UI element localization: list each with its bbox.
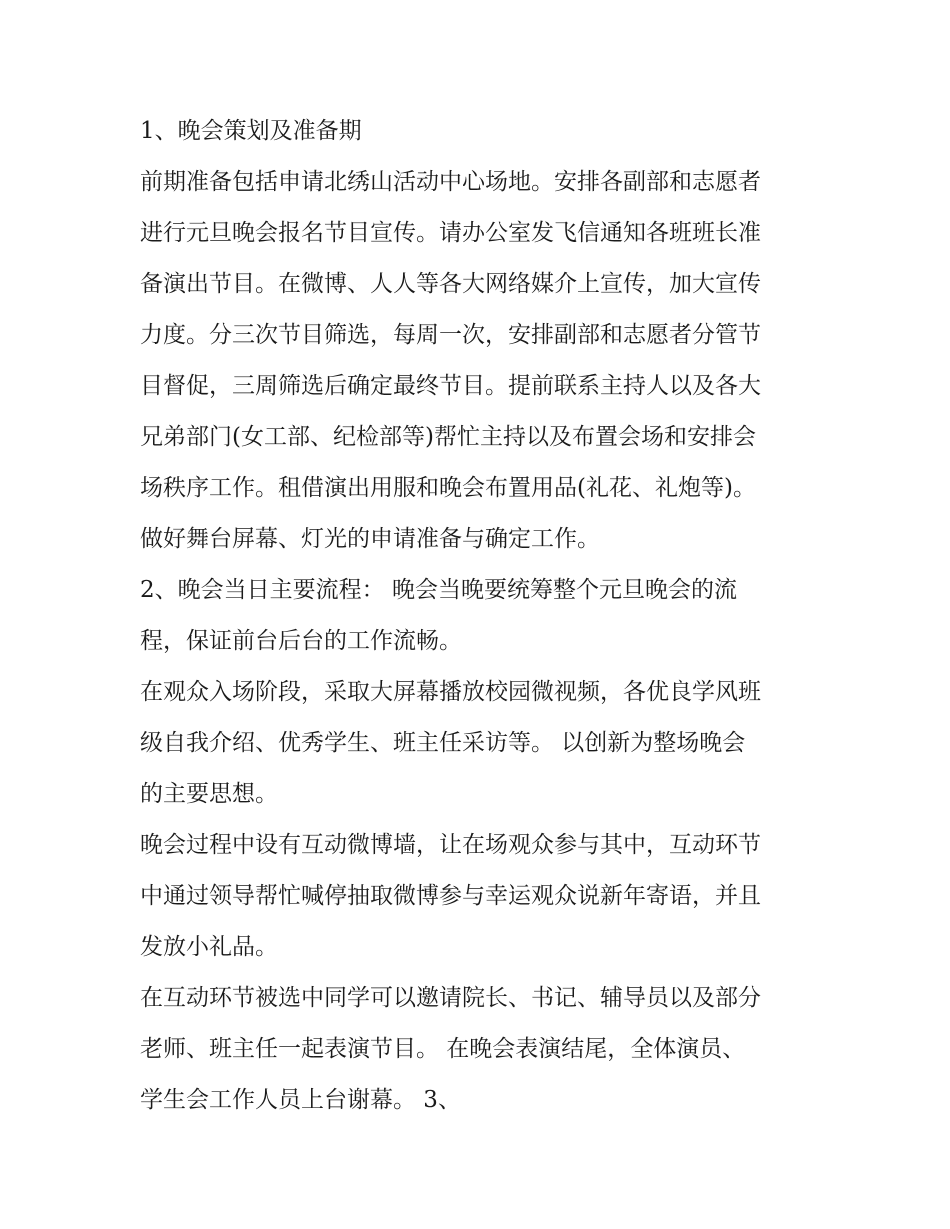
paragraph-line: 中通过领导帮忙喊停抽取微博参与幸运观众说新年寄语，并且 (140, 883, 761, 909)
section-heading-2: 2、晚会当日主要流程： 晚会当晚要统筹整个元旦晚会的流 (140, 577, 737, 603)
paragraph-line: 老师、班主任一起表演节目。 在晚会表演结尾，全体演员、 (140, 1036, 746, 1062)
paragraph-line: 做好舞台屏幕、灯光的申请准备与确定工作。 (140, 526, 600, 552)
paragraph-line: 目督促，三周筛选后确定最终节目。提前联系主持人以及各大 (140, 373, 761, 399)
paragraph-line: 备演出节目。在微博、人人等各大网络媒介上宣传，加大宣传 (140, 271, 761, 297)
paragraph-line: 进行元旦晚会报名节目宣传。请办公室发飞信通知各班班长准 (140, 220, 761, 246)
paragraph-line: 力度。分三次节目筛选，每周一次，安排副部和志愿者分管节 (140, 322, 761, 348)
paragraph-line: 在观众入场阶段，采取大屏幕播放校园微视频，各优良学风班 (140, 679, 761, 705)
paragraph-line: 在互动环节被选中同学可以邀请院长、书记、辅导员以及部分 (140, 985, 761, 1011)
paragraph-line: 级自我介绍、优秀学生、班主任采访等。 以创新为整场晚会 (140, 730, 746, 756)
paragraph-line: 发放小礼品。 (140, 934, 278, 960)
paragraph-line: 程，保证前台后台的工作流畅。 (140, 628, 462, 654)
document-body (140, 106, 820, 1126)
paragraph-line: 兄弟部门(女工部、纪检部等)帮忙主持以及布置会场和安排会 (140, 424, 756, 450)
paragraph-line: 的主要思想。 (140, 781, 278, 807)
paragraph-line: 学生会工作人员上台谢幕。 3、 (140, 1087, 461, 1113)
paragraph-line: 前期准备包括申请北绣山活动中心场地。安排各副部和志愿者 (140, 169, 761, 195)
paragraph-line: 晚会过程中设有互动微博墙，让在场观众参与其中，互动环节 (140, 832, 761, 858)
section-heading-1: 1、晚会策划及准备期 (140, 118, 362, 144)
paragraph-line: 场秩序工作。租借演出用服和晚会布置用品(礼花、礼炮等)。 (140, 475, 756, 501)
